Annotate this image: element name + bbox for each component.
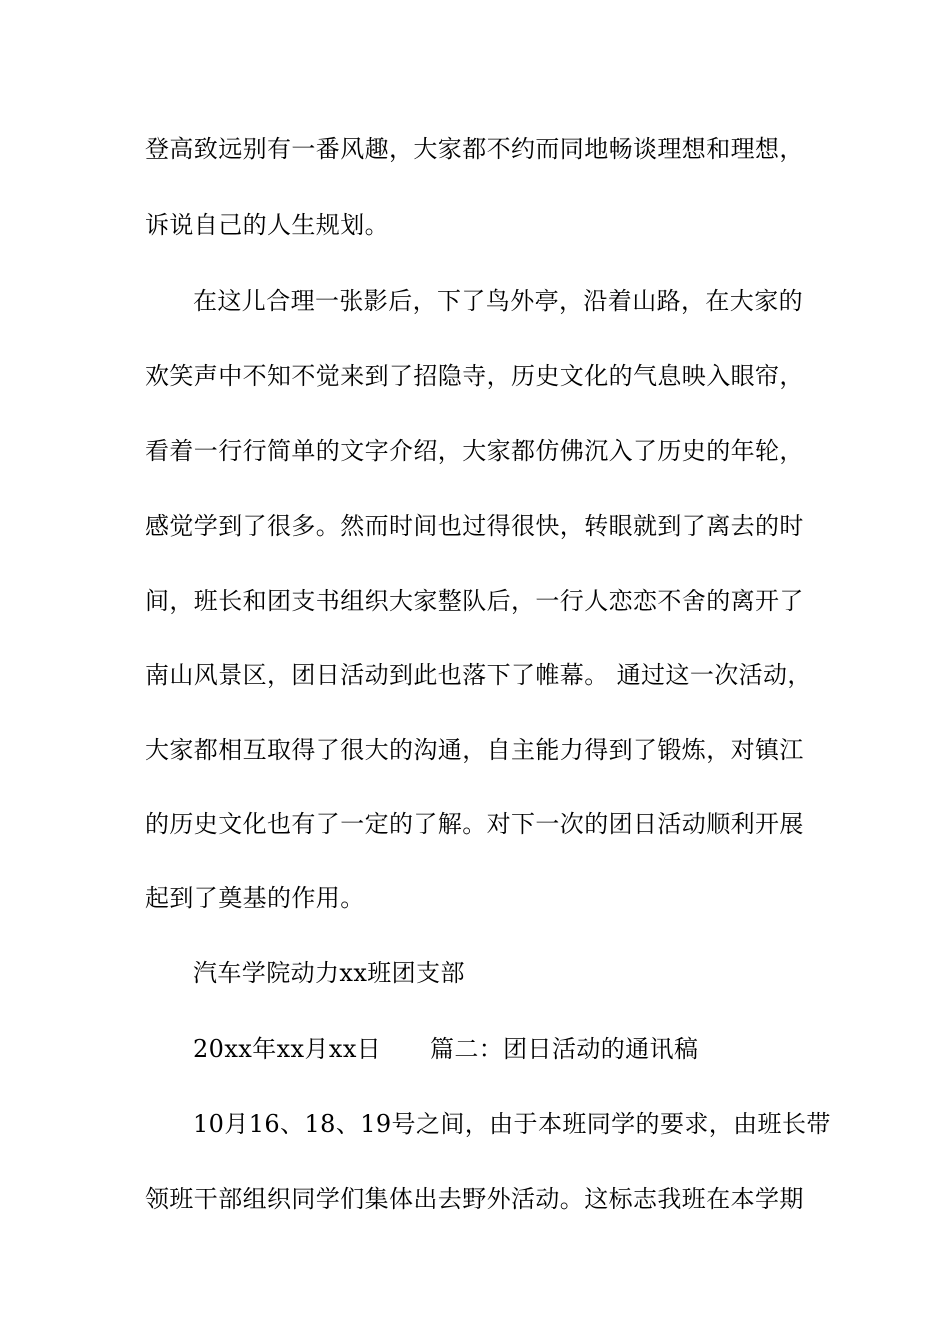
- text-line-1: 登高致远别有一番风趣，大家都不约而同地畅谈理想和理想，: [145, 135, 804, 163]
- text-line-15: 领班干部组织同学们集体出去野外活动。这标志我班在本学期: [145, 1185, 804, 1213]
- text-line-7: 间，班长和团支书组织大家整队后，一行人恋恋不舍的离开了: [145, 587, 804, 615]
- text-line-6: 感觉学到了很多。然而时间也过得很快，转眼就到了离去的时: [145, 512, 804, 540]
- text-line-11: 起到了奠基的作用。: [145, 884, 365, 912]
- text-line-9: 大家都相互取得了很大的沟通，自主能力得到了锻炼，对镇江: [145, 736, 804, 764]
- text-line-4: 欢笑声中不知不觉来到了招隐寺，历史文化的气息映入眼帘，: [145, 362, 804, 390]
- text-line-2: 诉说自己的人生规划。: [145, 211, 389, 239]
- text-line-14: 10月16、18、19号之间，由于本班同学的要求，由班长带: [193, 1110, 831, 1138]
- signature-line: 汽车学院动力xx班团支部: [193, 959, 465, 987]
- text-line-8: 南山风景区，团日活动到此也落下了帷幕。 通过这一次活动，: [145, 661, 812, 689]
- text-line-10: 的历史文化也有了一定的了解。对下一次的团日活动顺利开展: [145, 810, 804, 838]
- text-line-5: 看着一行行简单的文字介绍，大家都仿佛沉入了历史的年轮，: [145, 437, 804, 465]
- date-heading-line: 20xx年xx月xx日 篇二：团日活动的通讯稿: [193, 1035, 699, 1063]
- text-line-3: 在这儿合理一张影后，下了鸟外亭，沿着山路，在大家的: [193, 287, 803, 315]
